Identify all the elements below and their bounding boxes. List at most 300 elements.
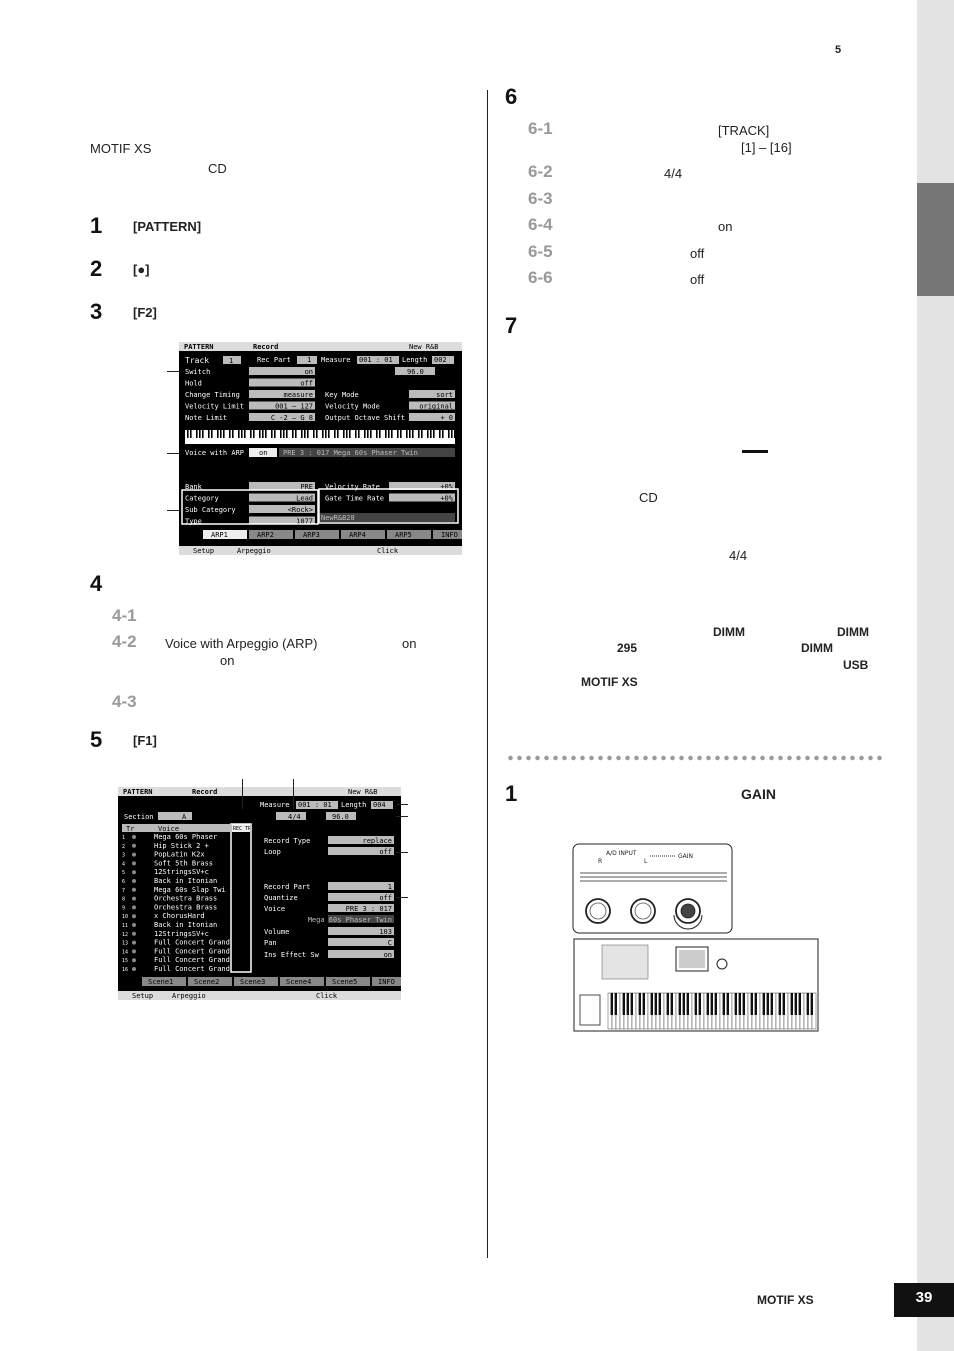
black-key [699, 993, 701, 1015]
lcd1-black-key [343, 430, 345, 438]
lcd1-black-key [355, 430, 357, 438]
lcd2-tab-label: Scene4 [286, 978, 312, 986]
lcd1-black-key [418, 430, 420, 438]
black-key [807, 993, 809, 1015]
lcd2-voice-name: PopLatin K2x [154, 850, 205, 859]
lcd2-track-num: 6 [122, 879, 126, 885]
lcd2-row-value: off [379, 894, 392, 902]
step-number: 4 [90, 571, 103, 596]
black-key [739, 993, 741, 1015]
lcd1-measure-label: Measure [321, 356, 351, 364]
lcd2-row-value: PRE 3 : 017 [345, 905, 392, 913]
lcd1-row-value: 1077 [296, 517, 313, 526]
lcd2-row-value: C [387, 939, 392, 947]
lcd1-black-key [199, 430, 201, 438]
lcd1-black-key [202, 430, 204, 438]
lcd2-length-label: Length [341, 801, 367, 809]
substep-text: off [690, 272, 705, 287]
black-key [723, 993, 725, 1015]
lcd1-row-label: Velocity Rate [325, 483, 380, 491]
note-page-ref: 295 [617, 641, 638, 655]
lcd2-tab-label: Scene5 [332, 978, 358, 986]
lcd1-black-key [337, 430, 339, 438]
lcd1-row-label: Type [185, 517, 202, 526]
lcd2-tempo: 96.0 [332, 813, 349, 821]
edge-sidebar [917, 0, 954, 1351]
lcd1-row-label: Key Mode [325, 391, 359, 399]
black-key [711, 993, 713, 1015]
lcd1-black-key [448, 430, 450, 438]
lcd1-tab-label: ARP5 [395, 531, 412, 539]
lcd2-track-num: 1 [122, 835, 126, 841]
lcd2-voice-name: Mega 60s Phaser [154, 833, 218, 841]
lcd2-track-dot [132, 870, 136, 874]
black-key [755, 993, 757, 1015]
intro-line-1: MOTIF XS [90, 141, 152, 156]
chapter-number: 5 [835, 44, 842, 56]
step-text: [F1] [133, 733, 157, 748]
lcd2-track-num: 12 [122, 931, 129, 938]
lcd2-voice-name: Full Concert Grand [154, 965, 230, 973]
lcd1-row-label: Velocity Mode [325, 402, 380, 411]
black-key [727, 993, 729, 1015]
black-key [795, 993, 797, 1015]
lcd1-black-key [220, 430, 222, 438]
lcd2-track-dot [132, 932, 136, 936]
lcd2-bottom-tab: Setup [132, 992, 154, 1000]
black-key [655, 993, 657, 1015]
callout-leader [167, 453, 179, 454]
lcd2-row-label: Quantize [264, 894, 298, 902]
black-key [743, 993, 745, 1015]
lcd1-black-key [388, 430, 390, 438]
lcd1-black-key [427, 430, 429, 438]
lcd1-black-key [412, 430, 414, 438]
lcd2-track-dot [132, 897, 136, 901]
lcd1-black-key [346, 430, 348, 438]
lcd1-row-value: Lead [296, 494, 313, 503]
black-key [615, 993, 617, 1015]
black-key [659, 993, 661, 1015]
lcd1-track-label: Track [185, 356, 210, 365]
callout-leader [396, 816, 408, 817]
lcd1-black-key [376, 430, 378, 438]
callout-leader [242, 779, 243, 809]
step-number: 3 [90, 299, 103, 324]
lcd1-row-label: Category [185, 494, 219, 503]
substep-number: 4-2 [112, 632, 137, 651]
callout-leader [396, 852, 408, 853]
lcd2-track-dot [132, 967, 136, 971]
black-key [811, 993, 813, 1015]
substep-value: on [402, 636, 417, 651]
lcd2-voice-name: Full Concert Grand [154, 956, 230, 965]
ad-input-label: A/D INPUT [606, 850, 637, 857]
step7-sig: 4/4 [729, 548, 748, 563]
lcd2-row-value: 103 [379, 928, 392, 936]
lcd1-length-val: 002 [434, 356, 447, 364]
lcd2-row-label: Record Part [264, 883, 311, 891]
black-key [611, 993, 613, 1015]
lcd1-black-key [253, 430, 255, 438]
lcd2-track-num: 13 [122, 940, 129, 947]
step7-cd: CD [639, 490, 658, 505]
lcd2-col-rec: REC TR [233, 826, 252, 832]
lcd1-row-label: Gate Time Rate [325, 494, 385, 503]
step-text: [PATTERN] [133, 219, 202, 234]
lcd1-tab-label: ARP2 [257, 531, 274, 539]
black-key [639, 993, 641, 1015]
substep-number: 6-6 [528, 268, 553, 287]
lcd2-row-value: on [383, 951, 392, 959]
lcd-record-arpeggio [179, 342, 462, 555]
lcd1-row-label: Switch [185, 368, 211, 376]
lcd1-tempo: 96.0 [407, 368, 424, 376]
lcd2-voice-name: Orchestra Brass [154, 894, 218, 903]
lcd2-track-num: 14 [122, 949, 129, 956]
substep-text: [TRACK] [718, 123, 770, 138]
lcd1-black-key [232, 430, 234, 438]
black-key [667, 993, 669, 1015]
step-number: 1 [90, 213, 103, 238]
callout-leader [167, 371, 179, 372]
lcd1-row-value: +0% [440, 494, 453, 503]
lcd2-track-dot [132, 888, 136, 892]
lcd2-track-num: 11 [122, 923, 129, 929]
lcd1-black-key [259, 430, 261, 438]
black-key [751, 993, 753, 1015]
lcd1-row-label: Output Octave Shift [325, 414, 406, 422]
lcd1-row-value: +0% [440, 483, 453, 491]
lcd1-length-label: Length [402, 356, 428, 364]
lcd1-black-key [316, 430, 318, 438]
black-key [623, 993, 625, 1015]
note-motif: MOTIF XS [581, 675, 638, 689]
lcd2-track-num: 5 [122, 870, 126, 877]
lcd1-black-key [397, 430, 399, 438]
lcd1-bottom-tab: Click [377, 547, 399, 555]
lcd2-voice-name: Soft 5th Brass [154, 859, 214, 868]
lcd1-bottom-tab: Arpeggio [237, 547, 271, 555]
lcd2-track-dot [132, 941, 136, 945]
lcd1-black-key [370, 430, 372, 438]
lcd1-black-key [421, 430, 423, 438]
lcd2-row-value: 1 [387, 883, 392, 891]
lcd1-black-key [364, 430, 366, 438]
lcd2-sig: 4/4 [288, 813, 301, 821]
lcd2-track-dot [132, 861, 136, 865]
lcd1-black-key [433, 430, 435, 438]
callout-leader [293, 779, 294, 809]
substep-text: 4/4 [664, 166, 683, 181]
black-key [763, 993, 765, 1015]
lcd2-track-num: 9 [122, 905, 126, 912]
lcd2-voice-name: Hip Stick 2 + [154, 841, 209, 850]
lcd1-row-value: original [419, 402, 453, 411]
lcd2-row-value: off [379, 848, 392, 856]
lcd1-black-key [262, 430, 264, 438]
lcd1-black-key [334, 430, 336, 438]
lcd2-track-num: 16 [122, 967, 129, 973]
black-key [627, 993, 629, 1015]
lcd2-voice-name: Full Concert Grand [154, 947, 230, 956]
lcd1-row-label: Change Timing [185, 391, 240, 399]
intro-line-2: CD [208, 161, 227, 176]
lcd1-mode: Record [253, 343, 279, 351]
lcd1-voice-arp-label: Voice with ARP [185, 449, 245, 457]
lcd1-voice-arp-val: on [259, 449, 268, 457]
lcd2-measure-val: 001 : 01 [298, 801, 332, 809]
lcd1-black-key [280, 430, 282, 438]
lcd1-black-key [439, 430, 441, 438]
lcd1-row-label: Velocity Limit [185, 402, 245, 411]
black-key [679, 993, 681, 1015]
lcd1-voice-name: PRE 3 : 017 Mega 60s Phaser Twin [283, 449, 418, 457]
lcd1-black-key [400, 430, 402, 438]
lcd1-row-label: Bank [185, 483, 202, 491]
lcd2-bottom-tab: Arpeggio [172, 992, 206, 1000]
lcd2-title: PATTERN [123, 788, 153, 796]
lcd2-tab-label: Scene3 [240, 978, 266, 986]
lcd2-track-dot [132, 914, 136, 918]
lcd1-row-value: C -2 – G 8 [270, 414, 313, 422]
lcd1-black-key [223, 430, 225, 438]
lcd2-row-label: Ins Effect Sw [264, 951, 319, 959]
note-dimm: DIMM [801, 641, 833, 655]
lcd2-track-num: 2 [122, 843, 126, 850]
lcd1-keyboard-bg [185, 430, 455, 444]
lcd1-black-key [301, 430, 303, 438]
lcd1-black-key [295, 430, 297, 438]
lcd2-track-num: 3 [122, 852, 126, 859]
lcd1-black-key [325, 430, 327, 438]
black-key [771, 993, 773, 1015]
lcd1-black-key [187, 430, 189, 438]
lcd1-black-key [286, 430, 288, 438]
lcd2-row-label: Pan [264, 939, 277, 947]
lcd1-black-key [307, 430, 309, 438]
lcd1-row-label: Note Limit [185, 414, 228, 422]
lcd2-voice-name: Back in Itonian [154, 877, 218, 885]
step-number: 6 [505, 84, 518, 109]
black-key [799, 993, 801, 1015]
lcd1-black-key [250, 430, 252, 438]
lcd1-black-key [241, 430, 243, 438]
lcd1-row-value: + 0 [440, 414, 453, 422]
substep-value: on [220, 653, 235, 668]
lcd1-tab-label: ARP4 [349, 531, 366, 539]
black-key [671, 993, 673, 1015]
substep-text: Voice with Arpeggio (ARP) [165, 636, 318, 651]
lcd2-mode: Record [192, 788, 218, 796]
step-text: [●] [133, 262, 150, 277]
note-dimm: DIMM [837, 625, 869, 639]
step-number: 2 [90, 256, 103, 281]
lcd1-tab-label: INFO [441, 531, 458, 539]
black-key [707, 993, 709, 1015]
lcd2-voice-name: 12StringsSV+c [154, 868, 209, 877]
lcd2-row-label: Voice [264, 905, 286, 913]
black-key [631, 993, 633, 1015]
black-key [715, 993, 717, 1015]
lcd1-black-key [208, 430, 210, 438]
lcd1-row-value: on [304, 368, 313, 376]
lcd2-track-dot [132, 923, 136, 927]
lcd1-type-name: NewR&B28 [321, 514, 355, 522]
black-key [683, 993, 685, 1015]
substep-text: on [718, 219, 733, 234]
lcd2-track-num: 10 [122, 914, 129, 921]
lcd1-row-value: PRE [300, 483, 313, 491]
lcd1-black-key [385, 430, 387, 438]
lcd2-tab-label: Scene2 [194, 978, 220, 986]
black-key [651, 993, 653, 1015]
page-number: 39 [894, 1283, 954, 1317]
lcd1-black-key [379, 430, 381, 438]
lcd2-bottom-tab: Click [316, 992, 338, 1000]
lcd1-tab-label: ARP1 [211, 531, 228, 539]
lcd1-row-label: Hold [185, 379, 202, 388]
lcd2-row-value: Mega 60s Phaser Twin [307, 916, 392, 924]
lcd2-row-label: Volume [264, 928, 290, 936]
em-dash [742, 450, 768, 453]
gain-panel-label: GAIN [678, 853, 694, 860]
lcd1-tab-label: ARP3 [303, 531, 320, 539]
lcd1-black-key [238, 430, 240, 438]
lcd1-black-key [274, 430, 276, 438]
gain-label: GAIN [741, 786, 776, 802]
black-key [643, 993, 645, 1015]
black-key [735, 993, 737, 1015]
callout-leader [396, 804, 408, 805]
lcd1-row-label: Sub Category [185, 506, 236, 514]
substep-number: 6-4 [528, 215, 553, 234]
lcd1-black-key [409, 430, 411, 438]
lcd1-row-value: sort [436, 391, 453, 399]
lcd1-title: PATTERN [184, 343, 214, 351]
lcd2-row-field [328, 938, 394, 946]
substep-number: 4-3 [112, 692, 137, 711]
lcd1-bottom-tab: Setup [193, 547, 215, 555]
footer-product: MOTIF XS [757, 1293, 814, 1307]
lcd2-track-dot [132, 853, 136, 857]
lcd1-black-key [217, 430, 219, 438]
lcd2-section-val: A [182, 813, 187, 821]
lcd2-voice-name: Full Concert Grand [154, 938, 230, 947]
lcd1-measure-val: 001 : 01 [359, 356, 393, 364]
lcd1-black-key [430, 430, 432, 438]
substep-number: 6-2 [528, 162, 553, 181]
lcd2-voice-name: Mega 60s Slap Twi [154, 885, 226, 894]
lcd1-row-value: off [300, 379, 313, 388]
step-text: [F2] [133, 305, 157, 320]
lcd1-black-key [454, 430, 456, 438]
lcd2-track-dot [132, 835, 136, 839]
lcd2-length-val: 004 [373, 801, 386, 809]
lcd2-col-tr: Tr [126, 825, 135, 833]
lcd2-track-dot [132, 905, 136, 909]
lcd1-recpart-val: 1 [307, 356, 312, 364]
lcd2-track-dot [132, 949, 136, 953]
lcd1-black-key [271, 430, 273, 438]
lcd1-black-key [304, 430, 306, 438]
substep-number: 6-3 [528, 189, 553, 208]
l-label: L [644, 858, 648, 865]
lcd2-row-field [328, 882, 394, 890]
lcd2-track-dot [132, 958, 136, 962]
lcd1-row-value: measure [283, 391, 313, 399]
lcd2-track-num: 15 [122, 958, 129, 965]
black-key [695, 993, 697, 1015]
lcd1-row-value: <Rock> [287, 506, 313, 514]
lcd2-tab-label: INFO [378, 978, 395, 986]
callout-leader [396, 897, 408, 898]
lcd2-song: New R&B [348, 788, 378, 796]
section-separator [506, 755, 884, 761]
lcd1-black-key [229, 430, 231, 438]
lcd-record-setup [118, 787, 401, 1000]
lcd1-black-key [313, 430, 315, 438]
note-usb: USB [843, 658, 869, 672]
lcd2-track-num: 7 [122, 887, 126, 894]
lcd1-black-key [358, 430, 360, 438]
callout-leader [167, 510, 179, 511]
lcd2-row-label: Loop [264, 848, 281, 856]
lcd2-tab-label: Scene1 [148, 978, 174, 986]
lcd2-col-voice: Voice [158, 825, 180, 833]
lcd1-black-key [211, 430, 213, 438]
lcd1-black-key [442, 430, 444, 438]
lcd1-song: New R&B [409, 343, 439, 351]
lcd1-black-key [244, 430, 246, 438]
black-key [687, 993, 689, 1015]
lcd2-measure-label: Measure [260, 801, 290, 809]
black-key [767, 993, 769, 1015]
black-key [779, 993, 781, 1015]
substep-text: [1] – [16] [741, 140, 792, 155]
step-number: 1 [505, 781, 518, 806]
lcd1-black-key [349, 430, 351, 438]
lcd2-voice-name: 12StringsSV+c [154, 929, 209, 938]
column-divider [487, 90, 488, 1258]
lcd1-track-val: 1 [229, 357, 234, 365]
lcd1-black-key [322, 430, 324, 438]
lcd2-section-label: Section [124, 813, 154, 821]
lcd2-track-dot [132, 844, 136, 848]
lcd1-black-key [292, 430, 294, 438]
lcd1-black-key [283, 430, 285, 438]
lcd2-voice-name: Orchestra Brass [154, 903, 218, 912]
black-key [791, 993, 793, 1015]
lcd1-black-key [367, 430, 369, 438]
lcd1-black-key [265, 430, 267, 438]
lcd1-black-key [406, 430, 408, 438]
instrument-illustration [572, 843, 820, 1033]
lcd1-black-key [328, 430, 330, 438]
black-key [783, 993, 785, 1015]
lcd1-black-key [451, 430, 453, 438]
r-label: R [598, 858, 603, 865]
lcd2-voice-name: x ChorusHard [154, 912, 205, 921]
lcd1-row-value: 001 – 127 [275, 402, 313, 411]
lcd2-voice-name: Back in Itonian [154, 921, 218, 929]
substep-number: 4-1 [112, 606, 137, 625]
lcd2-track-num: 8 [122, 896, 126, 903]
substep-number: 6-1 [528, 119, 553, 138]
lcd1-black-key [391, 430, 393, 438]
note-dimm: DIMM [713, 625, 745, 639]
lcd2-row-value: replace [362, 837, 392, 845]
